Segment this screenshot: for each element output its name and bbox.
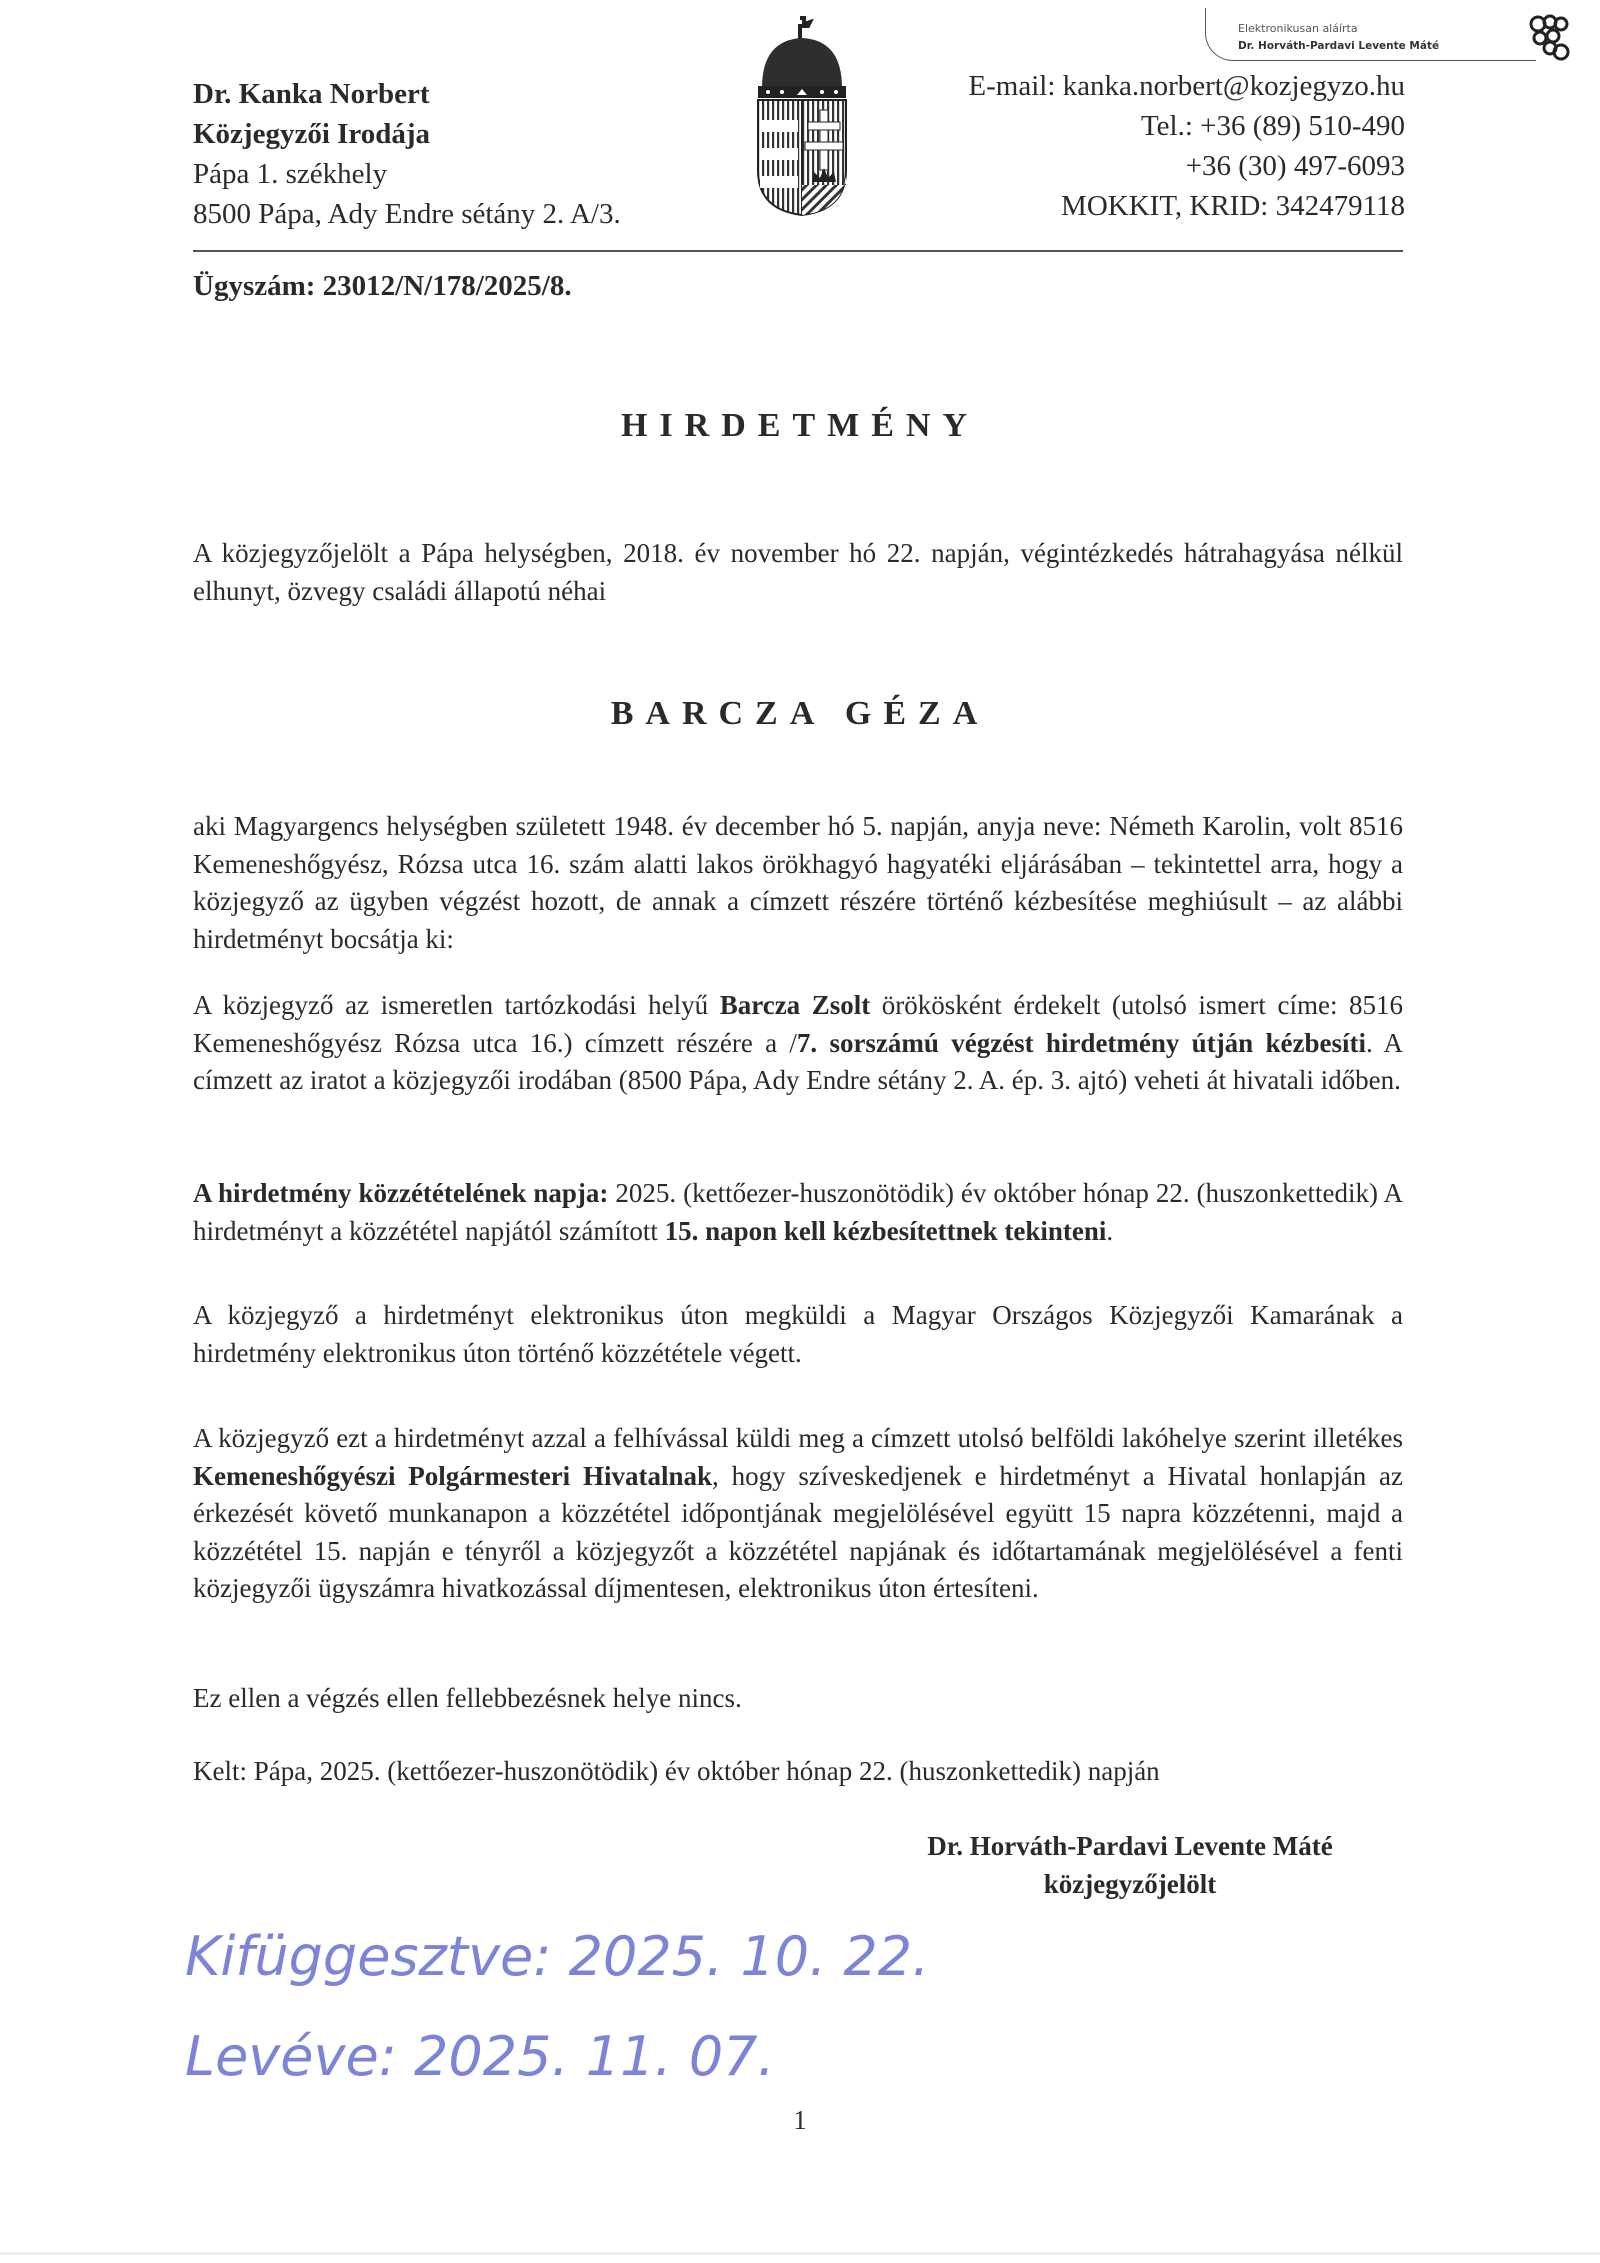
publication-date: 2025. (kettőezer-huszonötödik) év október hónap 22. (huszonkettedik) A hirdetményt a közzététel napjától számított <box>193 1178 1403 1246</box>
handwritten-posting-dates <box>175 1915 975 2105</box>
publication-paragraph <box>193 1175 1403 1250</box>
request-paragraph <box>193 1420 1403 1608</box>
contact-krid: MOKKIT, KRID: 342479118 <box>1061 190 1405 222</box>
seal-logo-icon <box>1528 14 1570 62</box>
request-office: Kemeneshőgyészi Polgármesteri Hivatalnak <box>193 1460 713 1491</box>
hungarian-coat-of-arms-icon <box>742 10 862 220</box>
contact-email[interactable]: E-mail: kanka.norbert@kozjegyzo.hu <box>968 70 1405 102</box>
deceased-name: BARCZA GÉZA <box>610 695 990 732</box>
document-title: HIRDETMÉNY <box>620 407 980 444</box>
page-number: 1 <box>793 2105 807 2135</box>
notary-name: Dr. Kanka Norbert <box>193 78 430 110</box>
publication-bold: 15. napon kell kézbesítettnek tekinteni <box>664 1215 1107 1246</box>
request-text-2: , hogy szíveskedjenek e hirdetményt a Hivatal honlapján az érkezését követő munkanapon a közzététel időpontjának megjelölésével együtt 15 napra közzétenni, majd a közzététel 15. napján e tényről a közjegyzőt a közzététel napjának és időtartamának megjelölésével a fenti közjegyzői ügyszámra hivatkozással díjmentesen, elektronikus úton értesíteni. <box>193 1460 1403 1603</box>
case-number: Ügyszám: 23012/N/178/2025/8. <box>193 270 572 302</box>
delivery-text-1: A közjegyző az ismeretlen tartózkodási helyű <box>193 990 720 1020</box>
page-bottom-edge <box>0 2252 1600 2255</box>
appeal-paragraph: Ez ellen a végzés ellen fellebbezésnek helye nincs. <box>193 1683 742 1713</box>
signatory-name: Dr. Horváth-Pardavi Levente Máté <box>927 1831 1333 1861</box>
office-address: 8500 Pápa, Ady Endre sétány 2. A/3. <box>193 198 621 230</box>
publication-end: . <box>1106 1215 1114 1246</box>
contact-phone-2: +36 (30) 497-6093 <box>1185 150 1405 182</box>
electronic-paragraph: A közjegyző a hirdetményt elektronikus úton megküldi a Magyar Országos Közjegyzői Kamarának a hirdetmény elektronikus úton történő közzététele végett. <box>193 1300 1403 1368</box>
signatory-role: közjegyzőjelölt <box>1043 1869 1217 1899</box>
delivery-text-2: örökösként érdekelt (utolsó ismert címe: 8516 Kemeneshőgyész Rózsa utca 16.) címzett részére a / <box>193 990 1404 1058</box>
notary-office-block <box>193 74 621 234</box>
delivery-bold: 7. sorszámú végzést hirdetmény útján kézbesíti <box>796 1027 1366 1058</box>
esignature-label: Elektronikusan aláírta <box>1238 22 1358 35</box>
publication-label: A hirdetmény közzétételének napja: <box>193 1178 609 1208</box>
delivery-paragraph <box>193 987 1403 1100</box>
contact-phone-1: Tel.: +36 (89) 510-490 <box>1140 110 1405 142</box>
esignature-signer: Dr. Horváth-Pardavi Levente Máté <box>1238 40 1440 52</box>
header-divider <box>193 250 1403 252</box>
handwritten-line-2: Levéve: 2025. 11. 07. <box>185 2025 775 2088</box>
office-name: Közjegyzői Irodája <box>193 118 431 150</box>
recipient-name: Barcza Zsolt <box>719 990 871 1020</box>
handwritten-line-1: Kifüggesztve: 2025. 10. 22. <box>185 1925 930 1988</box>
electronic-signature-stamp <box>1205 8 1536 61</box>
details-paragraph: aki Magyargencs helységben született 1948. év december hó 5. napján, anyja neve: Németh Karolin, volt 8516 Kemeneshőgyész, Rózsa utca 16. szám alatti lakos örökhagyó hagyatéki eljárásában – tekintettel arra, hogy a közjegyző az ügyben végzést hozott, de annak a címzett részére történő kézbesítése meghiúsult – az alábbi hirdetményt bocsátja ki: <box>193 811 1403 954</box>
office-seat: Pápa 1. székhely <box>193 158 388 190</box>
delivery-text-3: . A címzett az iratot a közjegyzői irodában (8500 Pápa, Ady Endre sétány 2. A. ép. 3. ajtó) veheti át hivatali időben. <box>193 1027 1404 1095</box>
contact-block <box>968 66 1405 226</box>
dated-paragraph: Kelt: Pápa, 2025. (kettőezer-huszonötödik) év október hónap 22. (huszonkettedik) napján <box>193 1756 1160 1786</box>
request-text-1: A közjegyző ezt a hirdetményt azzal a felhívással küldi meg a címzett utolsó belföldi lakóhelye szerint illetékes <box>193 1423 1403 1453</box>
signature-block <box>880 1827 1380 1903</box>
intro-paragraph: A közjegyzőjelölt a Pápa helységben, 2018. év november hó 22. napján, végintézkedés hátrahagyása nélkül elhunyt, özvegy családi állapotú néhai <box>193 538 1403 606</box>
